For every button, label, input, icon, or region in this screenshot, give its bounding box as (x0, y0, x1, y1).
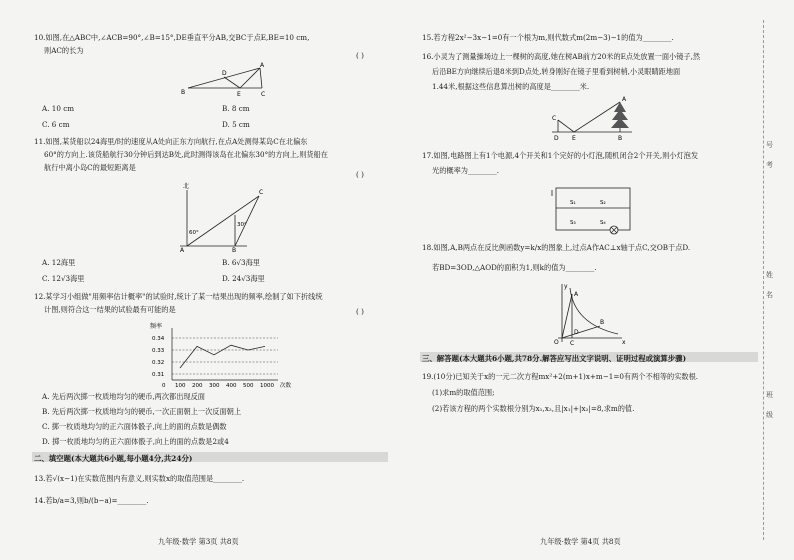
q10-line-ac (260, 68, 262, 88)
q11-option-c: C. 12√3海里 (42, 274, 85, 283)
section3-title: 三、解答题(本大题共6小题,共78分.解答应写出文字说明、证明过程或演算步骤) (422, 354, 687, 363)
margin-char-4: 名 (766, 291, 773, 299)
q10-label-d: D (222, 70, 227, 77)
q18-figure (548, 280, 628, 346)
q10-label-c: C (261, 91, 266, 98)
q12-ytick-label: 0.31 (152, 372, 165, 378)
q11-line2: 60°的方向上.该货船航行30分钟后到达B处,此时测得该岛在北偏东30°的方向上,则货船在 (44, 150, 328, 159)
margin-char-3: 姓 (766, 271, 773, 279)
left-page (0, 0, 394, 560)
q11-line1: 11.如图,某货船以24海里/时的速度从A处向正东方向航行,在点A处测得某岛C在北偏东 (34, 137, 308, 146)
q12-xtick-label: 100 (175, 383, 186, 388)
q11-option-b: B. 6√3海里 (222, 258, 260, 267)
q17-label-s3: S₃ (570, 220, 576, 226)
q11-line3: 航行中离小岛C的最短距离是 (44, 163, 136, 172)
q10-paren: ( ) (356, 51, 364, 60)
q11-line-ac (187, 196, 259, 246)
right-page (400, 0, 794, 560)
q12-xtick-label: 200 (192, 383, 203, 388)
q10-figure (180, 62, 280, 102)
q10-line1: 10.如图,在△ABC中,∠ACB=90°,∠B=15°,DE垂直平分AB,交BC于点E,BE=10 cm, (34, 33, 310, 42)
q16-line2: 后沿BE方向继续后退8米到D点处,转身刚好在镜子里看到树梢,小灵眼睛距地面 (432, 67, 681, 76)
q16-label-e: E (572, 135, 576, 142)
q15: 15.若方程2x²−3x−1=0有一个根为m,则代数式m(2m−3)−1的值为________. (422, 33, 674, 42)
margin-char-2: 考 (766, 161, 773, 169)
q17-label-s4: S₄ (600, 220, 606, 226)
q18-label-a: A (574, 291, 579, 298)
q11-label-north: 北 (183, 183, 190, 190)
q11-label-b: B (232, 247, 237, 252)
q18-label-o: O (554, 339, 559, 346)
margin-char-6: 级 (766, 411, 773, 419)
q19-line3: (2)若该方程的两个实数根分别为x₁,x₂,且|x₁|+|x₂|=8,求m的值. (432, 404, 635, 413)
q12-option-c: C. 掷一枚质地均匀的正六面体骰子,向上的面的点数是偶数 (42, 422, 227, 431)
q12-ytick-label: 0.34 (152, 336, 165, 342)
q11-figure (175, 180, 275, 252)
q18-line2: 若BD=3OD,△AOD的面积为1,则k的值为________. (432, 263, 597, 272)
q10-line2: 则AC的长为 (44, 46, 84, 55)
q18-line1: 18.如图,A,B两点在反比例函数y=k/x的图象上,过点A作AC⊥x轴于点C,交OB于点D. (422, 243, 691, 252)
q10-option-d: D. 5 cm (222, 120, 250, 129)
q12-ylabel: 频率 (150, 323, 163, 330)
q18-label-b: B (600, 319, 605, 326)
q12-series-line (180, 345, 265, 368)
q17-line1: 17.如图,电路图上有1个电源,4个开关和1个完好的小灯泡,随机闭合2个开关,则小灯泡发 (422, 151, 699, 160)
q17-label-s1: S₁ (570, 200, 576, 206)
q16-label-a: A (622, 96, 627, 103)
q11-angle-60: 60° (189, 230, 199, 236)
q11-label-a: A (180, 247, 185, 252)
q17-line2: 光的概率为________. (432, 166, 499, 175)
q12-xtick-label: 500 (243, 383, 254, 388)
q12-xtick-label: 400 (226, 383, 237, 388)
q16-line3: 1.44米,根据这些信息算出树的高度是________米. (432, 82, 590, 91)
q16-label-b: B (618, 135, 623, 142)
q11-angle-30: 30° (237, 222, 247, 228)
q10-label-b: B (181, 89, 186, 96)
q12-paren: ( ) (356, 307, 364, 316)
q16-figure (548, 94, 638, 144)
q11-label-c: C (259, 189, 264, 196)
q18-label-c: C (570, 340, 575, 346)
q14: 14.若b/a=3,则b/(b−a)=________. (34, 496, 149, 505)
q19-line1: 19.(10分)已知关于x的一元二次方程mx²+2(m+1)x+m−1=0有两个不相等的实数根. (422, 372, 699, 381)
q18-line-ob (562, 326, 600, 338)
q16-label-d: D (554, 135, 559, 142)
q18-label-y: y (564, 283, 568, 290)
q16-line1: 16.小灵为了测量操场边上一棵树的高度,她在树AB前方20米的E点处放置一面小镜子,然 (422, 52, 701, 61)
section2-title: 二、填空题(本大题共6小题,每小题4分,共24分) (34, 454, 193, 463)
q10-label-a: A (260, 62, 265, 69)
q12-ytick-label: 0.33 (152, 348, 165, 354)
right-footer: 九年级·数学 第4页 共8页 (540, 537, 621, 546)
q10-option-a: A. 10 cm (42, 104, 75, 113)
q12-xtick-label: 1000 (260, 383, 274, 388)
q11-option-d: D. 24√3海里 (222, 274, 265, 283)
q12-origin: 0 (162, 383, 166, 388)
q11-line-bc (235, 196, 259, 246)
q13: 13.若√(x−1)在实数范围内有意义,则实数x的取值范围是________. (34, 474, 245, 483)
q10-option-b: B. 8 cm (222, 104, 250, 113)
binding-line (763, 20, 764, 540)
q12-option-d: D. 掷一枚质地均匀的正六面体骰子,向上的面的点数是2或4 (42, 437, 229, 446)
q16-label-c: C (552, 115, 557, 122)
q17-circuit-frame (556, 188, 630, 230)
margin-char-1: 号 (766, 141, 773, 149)
q18-label-d: D (574, 329, 579, 336)
left-footer: 九年级·数学 第3页 共8页 (158, 537, 239, 546)
q19-line2: (1)求m的取值范围; (432, 388, 495, 397)
q12-line2: 计图,则符合这一结果的试验最有可能的是 (44, 305, 176, 314)
q12-xlabel: 次数 (280, 383, 292, 388)
q12-option-b: B. 先后两次掷一枚质地均匀的硬币,一次正面朝上一次反面朝上 (42, 407, 242, 416)
q12-line1: 12.某学习小组做"用频率估计概率"的试验时,统计了某一结果出现的频率,绘制了如下折线统 (34, 292, 323, 301)
q12-ytick-label: 0.32 (152, 360, 165, 366)
q12-option-a: A. 先后两次掷一枚质地均匀的硬币,两次都出现反面 (42, 392, 205, 401)
q18-line-oa (562, 294, 572, 338)
q12-chart (130, 320, 300, 388)
q10-label-e: E (237, 91, 241, 98)
q17-label-s2: S₂ (600, 200, 606, 206)
q18-label-x: x (622, 339, 626, 346)
q10-option-c: C. 6 cm (42, 120, 70, 129)
q10-line-de (224, 77, 240, 88)
margin-char-5: 班 (766, 391, 773, 399)
q17-circuit (548, 182, 638, 237)
q11-paren: ( ) (356, 170, 364, 179)
q12-xtick-label: 300 (209, 383, 220, 388)
q16-sight-line1 (558, 120, 574, 132)
q11-option-a: A. 12海里 (42, 258, 76, 267)
